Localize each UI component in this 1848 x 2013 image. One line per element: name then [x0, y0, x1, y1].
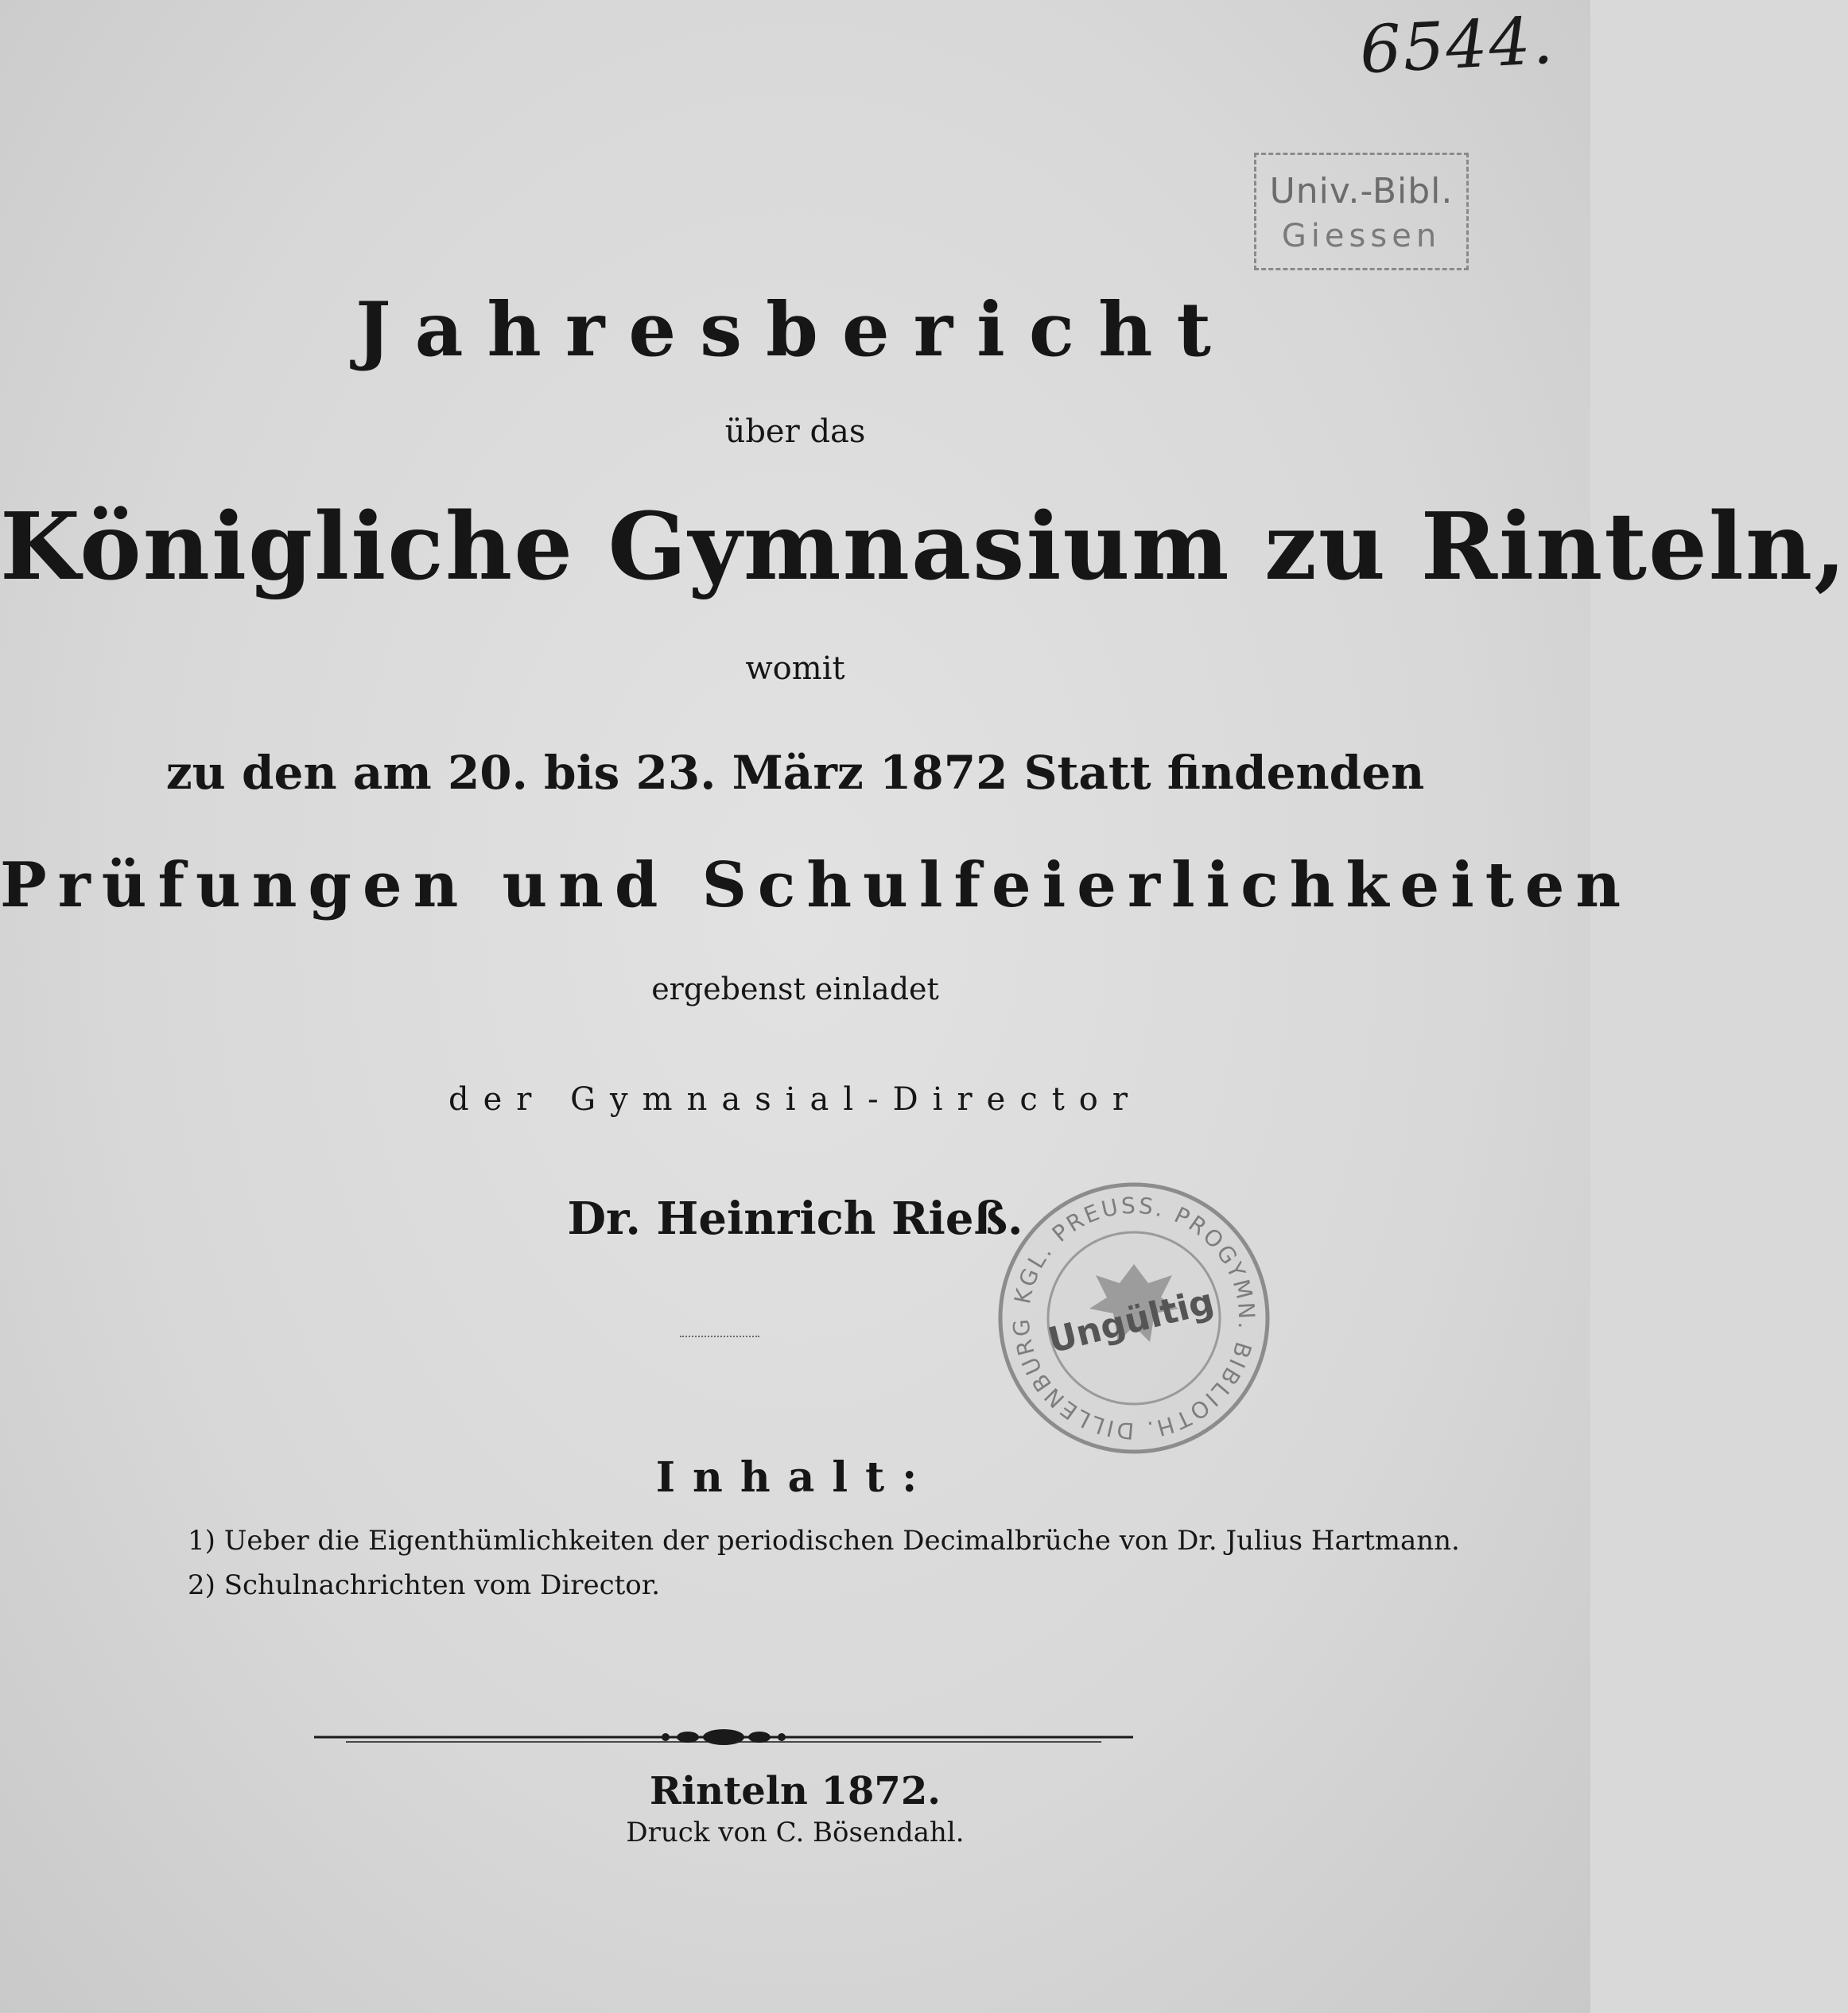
title-pruefungen: Prüfungen und Schulfeierlichkeiten: [0, 849, 1633, 921]
title-dates: zu den am 20. bis 23. März 1872 Statt findenden: [165, 746, 1425, 800]
library-stamp-line1: Univ.-Bibl.: [1269, 171, 1454, 211]
round-library-stamp: [992, 1177, 1275, 1460]
title-school-name: Königliche Gymnasium zu Rinteln,: [0, 493, 1848, 601]
title-womit: womit: [745, 650, 845, 687]
library-stamp: [1254, 153, 1469, 270]
round-stamp-overprint: Ungültig: [1044, 1281, 1218, 1362]
contents-item-2: 2) Schulnachrichten vom Director.: [188, 1569, 661, 1601]
rule-center-ornament-icon: [662, 1729, 786, 1745]
title-jahresbericht: Jahresbericht: [355, 286, 1235, 374]
library-stamp-line2: Giessen: [1281, 218, 1442, 254]
title-einladet: ergebenst einladet: [651, 972, 939, 1006]
small-ornament-divider: [680, 1336, 759, 1337]
contents-list: [188, 1518, 1460, 1608]
title-director-role: der Gymnasial-Director: [448, 1081, 1142, 1118]
ornamental-rule: [314, 1717, 1133, 1757]
title-director-name: Dr. Heinrich Rieß.: [567, 1193, 1023, 1245]
imprint-place-year: Rinteln 1872.: [650, 1769, 941, 1813]
shelfmark-handwritten: 6544.: [1357, 2, 1557, 89]
round-stamp-ring-text: KGL. PREUSS. PROGYMN. BIBLIOTH. DILLENBURG: [1007, 1192, 1260, 1445]
contents-item-1: 1) Ueber die Eigenthümlichkeiten der periodischen Decimalbrüche von Dr. Julius Hartmann.: [188, 1525, 1460, 1557]
contents-heading: Inhalt:: [655, 1453, 935, 1502]
imprint-printer: Druck von C. Bösendahl.: [626, 1817, 965, 1848]
title-ueber-das: über das: [724, 413, 866, 450]
